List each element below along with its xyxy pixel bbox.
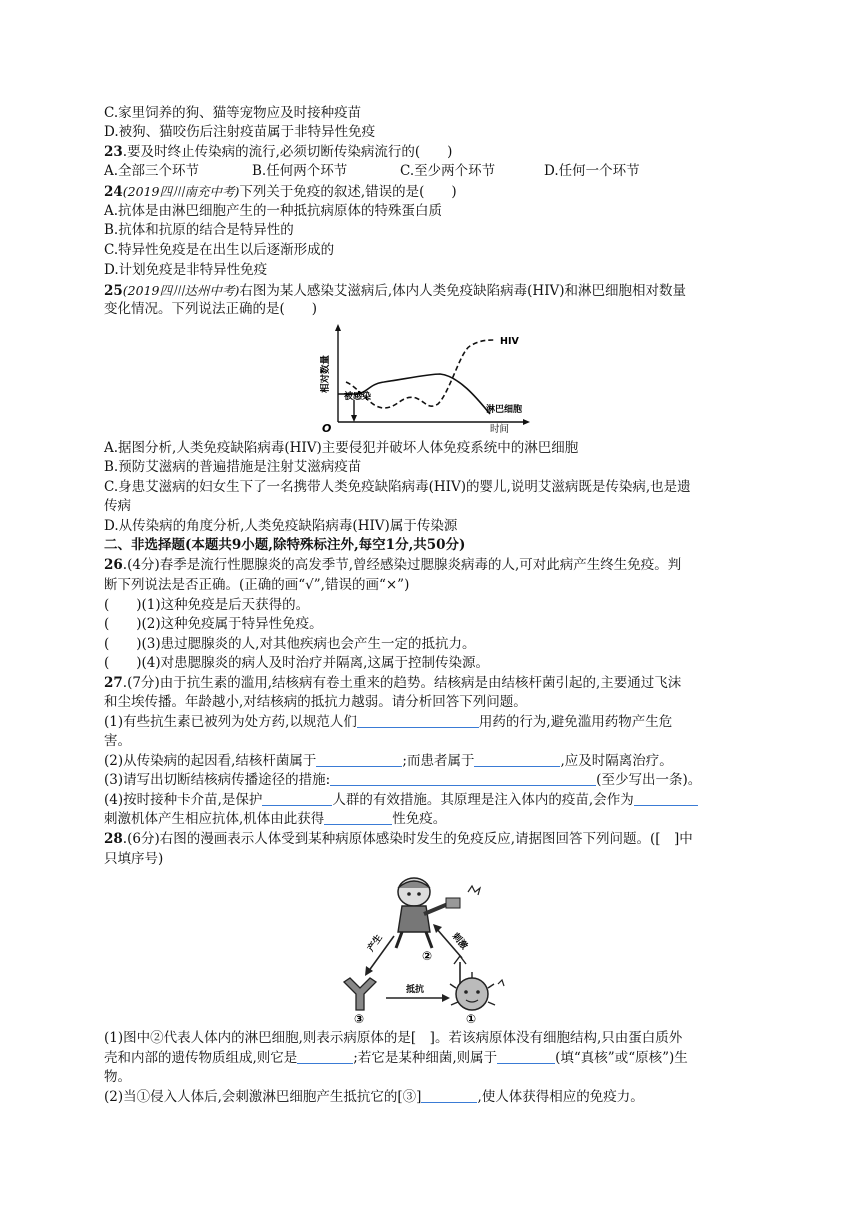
q25-stem-line2: 变化情况。下列说法正确的是( ) <box>104 301 318 317</box>
q24-stem <box>104 182 457 202</box>
q24-option-b: B.抗体和抗原的结合是特异性的 <box>104 222 294 238</box>
label-2: ② <box>422 949 433 963</box>
q27-blank-7[interactable] <box>324 810 392 825</box>
label-1: ① <box>466 1012 477 1024</box>
q24-number: 24 <box>104 184 123 200</box>
stimulate-arrowhead <box>433 924 442 933</box>
q25-stem-line1 <box>104 281 686 301</box>
q28-p1-line3: 物。 <box>104 1069 131 1085</box>
q26-stem-line1 <box>104 556 681 575</box>
q28-p1-text-b: 壳和内部的遗传物质组成,则它是 <box>104 1050 298 1066</box>
q24-source: (2019四川南充中考) <box>122 184 240 199</box>
q28-number: 28 <box>104 831 123 847</box>
infected-arrowhead <box>351 415 357 422</box>
q26-item-3: ( )(3)患过腮腺炎的人,对其他疾病也会产生一定的抵抗力。 <box>104 636 476 652</box>
y-axis-arrow <box>335 324 341 331</box>
q25-source: (2019四川达州中考) <box>122 283 240 298</box>
q27-part-4 <box>104 791 698 810</box>
q27-p2-text-b: ;而患者属于 <box>402 753 475 769</box>
infected-label: 被感染 <box>344 392 372 402</box>
q27-p1-text-b: 用药的行为,避免滥用药物产生危 <box>478 714 673 730</box>
q26-item-1: ( )(1)这种免疫是后天获得的。 <box>104 597 310 613</box>
q27-number: 27 <box>104 675 123 691</box>
q27-p4-text-b: 人群的有效措施。其原理是注入体内的疫苗,会作为 <box>332 792 634 808</box>
q26-item-4: ( )(4)对患腮腺炎的病人及时治疗并隔离,这属于控制传染源。 <box>104 655 489 671</box>
q26-number: 26 <box>104 557 123 573</box>
stimulate-label: 刺激 <box>449 931 469 952</box>
q27-blank-4[interactable] <box>330 771 596 786</box>
q27-text: .(7分)由于抗生素的滥用,结核病有卷土重来的趋势。结核病是由结核杆菌引起的,主要通过飞沫 <box>122 675 682 691</box>
q28-p2-text-a: (2)当①侵入人体后,会刺激淋巴细胞产生抵抗它的[③] <box>104 1089 422 1105</box>
section-2-heading: 二、非选择题(本题共9小题,除特殊标注外,每空1分,共50分) <box>104 537 466 553</box>
q28-stem-line1 <box>104 830 693 849</box>
q27-stem-line2: 和尘埃传播。年龄越小,对结核病的抵抗力越弱。请分析回答下列问题。 <box>104 694 527 710</box>
q28-p1-line1: (1)图中②代表人体内的淋巴细胞,则表示病原体的是[ ]。若该病原体没有细胞结构,只由蛋白质外 <box>104 1030 683 1046</box>
q25-option-d: D.从传染病的角度分析,人类免疫缺陷病毒(HIV)属于传染源 <box>104 518 458 534</box>
q27-blank-5[interactable] <box>262 791 332 806</box>
q27-part-2 <box>104 752 673 771</box>
q24-text: 下列关于免疫的叙述,错误的是( ) <box>239 184 457 200</box>
lymphocyte-figure <box>396 878 480 948</box>
q28-part-2 <box>104 1088 644 1107</box>
immune-response-cartoon <box>332 870 522 1024</box>
q27-blank-2[interactable] <box>316 752 402 767</box>
q27-p4-text-c: 刺激机体产生相应抗体,机体由此获得 <box>104 811 325 827</box>
q28-blank-1[interactable] <box>297 1049 353 1064</box>
q22-option-d: D.被狗、猫咬伤后注射疫苗属于非特异性免疫 <box>104 124 376 140</box>
q27-p2-text-c: ,应及时隔离治疗。 <box>560 753 673 769</box>
q25-option-b: B.预防艾滋病的普遍措施是注射艾滋病疫苗 <box>104 459 362 475</box>
q24-option-c: C.特异性免疫是在出生以后逐渐形成的 <box>104 242 335 258</box>
q23-option-a: A.全部三个环节 <box>104 163 200 179</box>
q27-p4-text-d: 性免疫。 <box>392 811 447 827</box>
q27-part-4-cont <box>104 810 446 829</box>
q23-stem <box>104 143 452 162</box>
q26-item-2: ( )(2)这种免疫属于特异性免疫。 <box>104 616 323 632</box>
origin-label: O <box>322 422 332 434</box>
q25-option-c-line1: C.身患艾滋病的妇女生下了一名携带人类免疫缺陷病毒(HIV)的婴儿,说明艾滋病既是传染病,也是遗 <box>104 479 691 495</box>
q25-option-a: A.据图分析,人类免疫缺陷病毒(HIV)主要侵犯并破坏人体免疫系统中的淋巴细胞 <box>104 440 579 456</box>
q23-option-d: D.任何一个环节 <box>544 163 640 179</box>
pathogen-figure <box>450 956 504 1010</box>
y-axis-label: 相对数量 <box>320 354 331 394</box>
q28-p1-text-d: (填“真核”或“原核”)生 <box>555 1050 688 1066</box>
q27-blank-3[interactable] <box>474 752 560 767</box>
hiv-label: HIV <box>500 336 519 347</box>
q26-stem-line2: 断下列说法是否正确。(正确的画“√”,错误的画“×”) <box>104 577 410 593</box>
q25-text: 右图为某人感染艾滋病后,体内人类免疫缺陷病毒(HIV)和淋巴细胞相对数量 <box>239 283 687 299</box>
q23-text: .要及时终止传染病的流行,必须切断传染病流行的( ) <box>122 144 453 160</box>
q23-number: 23 <box>104 144 123 160</box>
q22-option-c: C.家里饲养的狗、猫等宠物应及时接种疫苗 <box>104 105 362 121</box>
q25-option-c-line2: 传病 <box>104 498 131 514</box>
resist-arrowhead <box>442 994 450 1002</box>
label-3: ③ <box>354 1012 365 1024</box>
q27-p3-text-b: (至少写出一条)。 <box>596 772 702 788</box>
q24-option-a: A.抗体是由淋巴细胞产生的一种抵抗病原体的特殊蛋白质 <box>104 203 443 219</box>
resist-label: 抵抗 <box>406 985 425 995</box>
q28-p1-text-c: ;若它是某种细菌,则属于 <box>353 1050 498 1066</box>
antibody-figure <box>344 978 376 1010</box>
produce-label: 产生 <box>366 933 385 954</box>
lymphocyte-label: 淋巴细胞 <box>486 405 523 415</box>
q27-blank-1[interactable] <box>357 713 479 728</box>
q27-p1-text-c: 害。 <box>104 733 131 749</box>
q28-blank-2[interactable] <box>497 1049 555 1064</box>
q28-p1-line2 <box>104 1049 688 1068</box>
q23-option-c: C.至少两个环节 <box>400 163 496 179</box>
q27-blank-6[interactable] <box>634 791 698 806</box>
q25-number: 25 <box>104 283 123 299</box>
q27-part-3 <box>104 771 701 790</box>
q27-part-1 <box>104 713 672 732</box>
q27-p2-text-a: (2)从传染病的起因看,结核杆菌属于 <box>104 753 317 769</box>
q27-p3-text-a: (3)请写出切断结核病传播途径的措施: <box>104 772 331 788</box>
hiv-lymphocyte-graph <box>320 322 550 434</box>
q28-text: .(6分)右图的漫画表示人体受到某种病原体感染时发生的免疫反应,请据图回答下列问题。([ ]中 <box>122 831 693 847</box>
x-axis-arrow <box>523 419 530 425</box>
q24-option-d: D.计划免疫是非特异性免疫 <box>104 262 268 278</box>
q28-blank-3[interactable] <box>421 1088 477 1103</box>
q27-p1-text-a: (1)有些抗生素已被列为处方药,以规范人们 <box>104 714 357 730</box>
q28-stem-line2: 只填序号) <box>104 851 164 867</box>
q23-options <box>104 162 640 181</box>
q27-stem-line1 <box>104 674 681 693</box>
q27-p4-text-a: (4)按时接种卡介苗,是保护 <box>104 792 263 808</box>
q26-text: .(4分)春季是流行性腮腺炎的高发季节,曾经感染过腮腺炎病毒的人,可对此病产生终生免疫。判 <box>122 557 682 573</box>
q28-p2-text-b: ,使人体获得相应的免疫力。 <box>477 1089 644 1105</box>
x-axis-label: 时间 <box>490 424 510 434</box>
q23-option-b: B.任何两个环节 <box>252 163 348 179</box>
